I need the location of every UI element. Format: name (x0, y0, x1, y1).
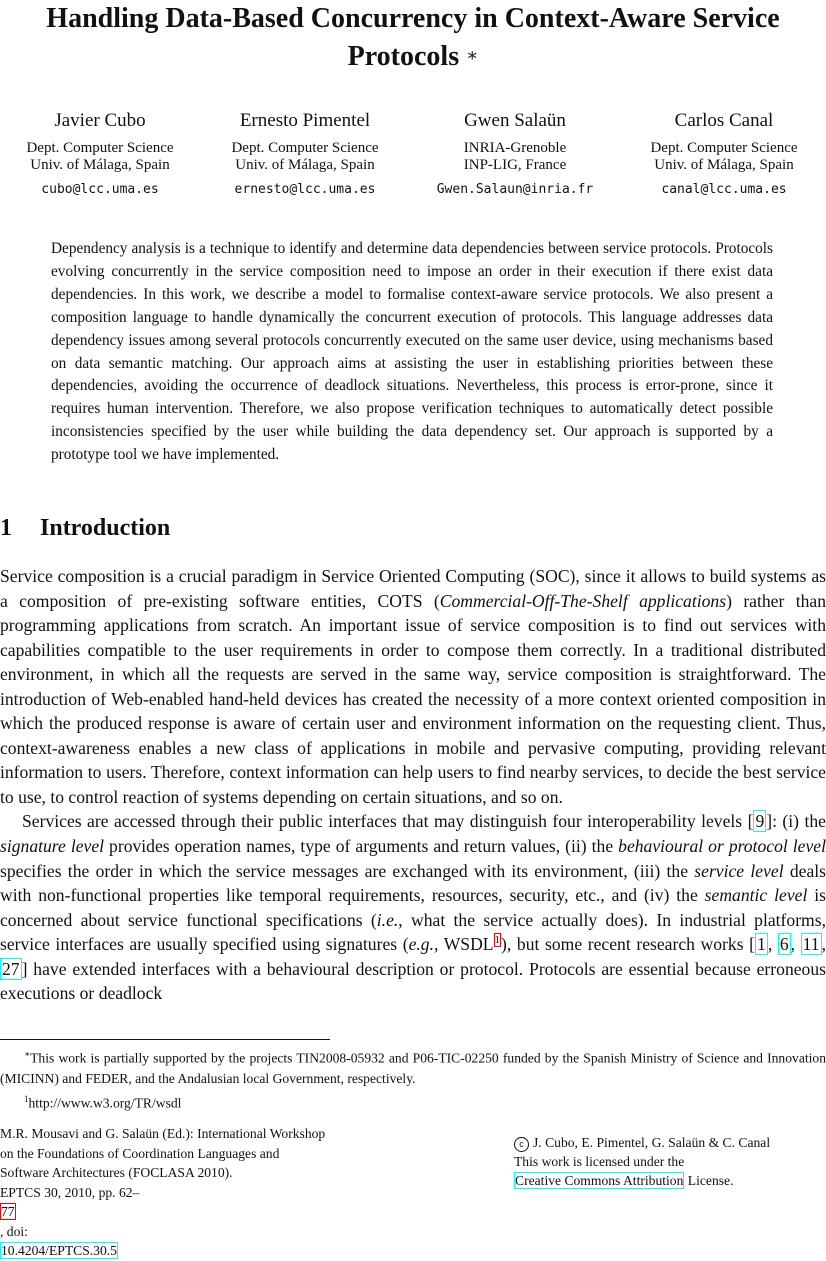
citation-link[interactable]: 9 (755, 811, 765, 832)
author-affiliation: Dept. Computer Science (650, 140, 798, 156)
emphasis: e.g. (408, 934, 434, 955)
emphasis: semantic level (704, 885, 808, 906)
footnote-mark: ∗ (24, 1049, 31, 1059)
author-affiliation: INRIA-Grenoble (463, 140, 567, 156)
license-line (514, 1171, 826, 1190)
text-run: , WSDL (434, 934, 494, 955)
footnote (0, 1044, 826, 1089)
text-run: Services are accessed through their public interfaces that may distinguish four interoperability levels [ (22, 811, 754, 832)
footnote-rule (0, 1039, 330, 1040)
author-email: ernesto@lcc.uma.es (234, 182, 376, 197)
text-run: specifies the order in which the service messages are exchanged with its environment, (iii) the (0, 860, 695, 881)
footnote-mark: 1 (24, 1093, 29, 1104)
footnote-link[interactable]: 1 (494, 934, 501, 947)
text-run: EPTCS 30, 2010, pp. 62– (0, 1184, 140, 1200)
author-name: Gwen Salaün (464, 110, 566, 131)
text-run: Service composition is a crucial paradigm in Service Oriented Computing (SOC), since it allows to build systems as a composition of pre-existing software entities, COTS ( (0, 566, 826, 611)
footnote-text: This work is partially supported by the projects TIN2008-05932 and P06-TIC-02250 funded by the Spanish Ministry of Science and Innovation (MICINN) and FEDER, and the Andalusian local Government, respectively. (0, 1050, 826, 1086)
section-number: 1 (0, 515, 12, 541)
author-block (410, 108, 620, 198)
text-run: provides operation names, type of arguments and return values, (ii) the (104, 836, 619, 857)
citation-link[interactable]: 1 (757, 934, 766, 955)
text-run: , (821, 934, 826, 955)
text-run: , doi: (0, 1223, 28, 1239)
abstract: Dependency analysis is a technique to identify and determine data dependencies between service protocols. Protocols evolving concurrently in the service composition need to impose an order in their execution if there exist data dependencies. In this work, we describe a model to formalise context-aware service protocols. We also present a composition language to handle dynamically the concurrent execution of protocols. This language addresses data dependency issues among several protocols concurrently executed on the same user device, using mechanisms based on data semantic matching. Our approach aims at assisting the user in establishing priorities between these dependencies, avoiding the occurrence of deadlock situations. Nevertheless, this process is error-prone, since it requires human intervention. Therefore, we also propose verification techniques to automatically detect possible inconsistencies specified by the user while building the data dependency set. Our approach is supported by a prototype tool we have implemented. (51, 240, 773, 464)
text-run: , what the service actually does). In industrial platforms, service interfaces are usually specified using signatures ( (0, 909, 826, 955)
text-run: ) rather than programming applications from scratch. An important issue of service composition is to find out services with capabilities compatible to the user requirements in order to compose them correctly. In a traditional distributed environment, in which all the requests are served in the same way, service composition is straightforward. The introduction of Web-enabled hand-held devices has created the necessity of a more context oriented composition in which the produced response is aware of certain user and environment information on the requesting client. Thus, context-awareness enables a new class of applications in mobile and pervasive computing, providing relevant information to users. Therefore, context information can help users to find nearby services, to decide the best service to use, to control reaction of systems depending on certain situations, and so on. (0, 590, 826, 807)
citation-link[interactable]: 27 (2, 958, 20, 979)
body-text (0, 564, 826, 1006)
pubinfo-line: Software Architectures (FOCLASA 2010). (0, 1165, 233, 1180)
author-affiliation: Univ. of Málaga, Spain (30, 157, 170, 173)
author-block (0, 108, 205, 198)
author-block (200, 108, 410, 198)
title-line-2: Protocols (347, 41, 460, 72)
footnote (0, 1089, 826, 1114)
text-run: is concerned about service functional specifications ( (0, 885, 826, 930)
text-run: , (767, 934, 778, 955)
copyright-icon: c (514, 1137, 529, 1152)
author-affiliation: INP-LIG, France (463, 157, 567, 173)
author-name: Ernesto Pimentel (239, 110, 371, 131)
title-footnote-mark: ∗ (466, 45, 479, 65)
copyright-line (514, 1133, 826, 1152)
citation-link[interactable]: 11 (802, 934, 820, 955)
emphasis: Commercial-Off-The-Shelf applications (439, 590, 727, 611)
author-affiliation: Dept. Computer Science (26, 140, 174, 156)
footnotes (0, 1044, 826, 1113)
author-affiliation: Univ. of Málaga, Spain (654, 157, 794, 173)
text-run: License. (684, 1173, 734, 1188)
author-email: canal@lcc.uma.es (661, 182, 787, 197)
paragraph (0, 564, 826, 809)
license-text: This work is licensed under the (514, 1154, 685, 1169)
doi-link[interactable]: 10.4204/EPTCS.30.5 (1, 1243, 117, 1258)
publication-info (0, 1124, 400, 1261)
author-name: Carlos Canal (674, 110, 774, 131)
author-affiliation: Dept. Computer Science (231, 140, 379, 156)
emphasis: service level (694, 860, 784, 881)
author-affiliation: Univ. of Málaga, Spain (235, 157, 375, 173)
text-run: ] have extended interfaces with a behavioural description or protocol. Protocols are essential because erroneous executions or deadlock (0, 958, 826, 1004)
text-run: ), but some recent research works [ (501, 934, 756, 955)
text-run: ]: (i) the (766, 811, 826, 832)
author-name: Javier Cubo (54, 110, 146, 131)
author-email: cubo@lcc.uma.es (41, 182, 159, 197)
pubinfo-line: M.R. Mousavi and G. Salaün (Ed.): International Workshop (0, 1126, 326, 1141)
emphasis: signature level (0, 836, 105, 857)
author-email: Gwen.Salaun@inria.fr (436, 182, 594, 197)
license-link[interactable]: Creative Commons Attribution (515, 1173, 684, 1188)
pubinfo-line (0, 1183, 400, 1261)
text-run: deals with non-functional properties like temporal requirements, resources, security, etc., and (iv) the (0, 860, 826, 906)
paragraph (0, 809, 826, 1005)
license-block (514, 1133, 826, 1190)
emphasis: i.e. (376, 909, 399, 930)
title-line-1: Handling Data-Based Concurrency in Context-Aware Service (46, 3, 780, 34)
author-block (619, 108, 826, 198)
paper-title (0, 0, 826, 76)
pubinfo-line: on the Foundations of Coordination Languages and (0, 1145, 280, 1161)
citation-link[interactable]: 6 (779, 934, 789, 955)
section-title: Introduction (40, 515, 171, 541)
last-page-link[interactable]: 77 (1, 1204, 15, 1219)
section-heading (0, 511, 170, 545)
text-run: , (790, 934, 801, 955)
copyright-text: J. Cubo, E. Pimentel, G. Salaün & C. Canal (533, 1135, 771, 1150)
footnote-url: http://www.w3.org/TR/wsdl (28, 1095, 182, 1111)
emphasis: behavioural or protocol level (618, 836, 826, 857)
